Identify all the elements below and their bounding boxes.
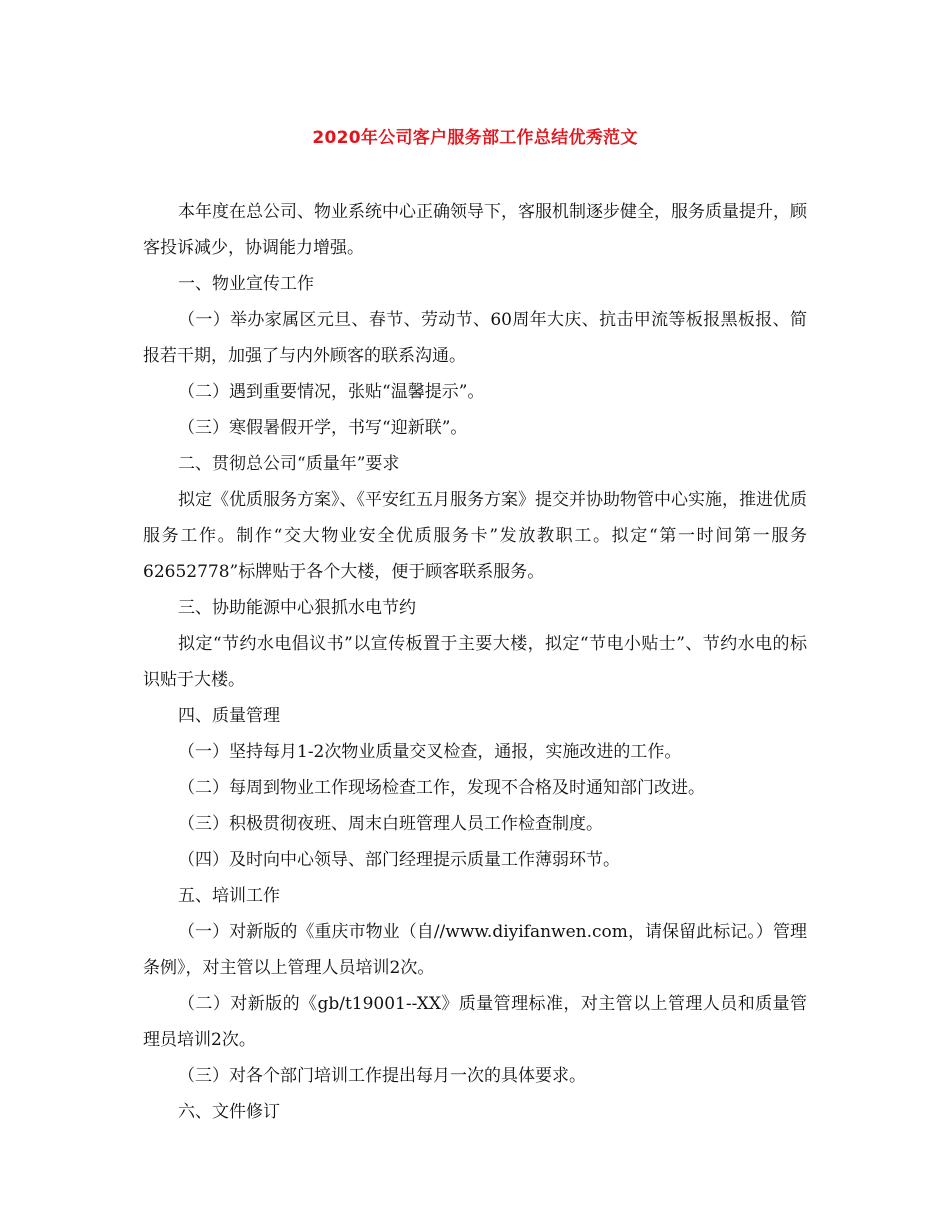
document-title: 2020年公司客户服务部工作总结优秀范文 [312,128,638,148]
list-item-5-1: （一）对新版的《重庆市物业（自//www.diyifanwen.com，请保留此标记。）管理条例》，对主管以上管理人员培训2次。 [143,922,807,978]
list-item-4-1: （一）坚持每月1-2次物业质量交叉检查，通报，实施改进的工作。 [178,742,682,762]
list-item-4-4: （四）及时向中心领导、部门经理提示质量工作薄弱环节。 [178,850,620,870]
list-item-5-2: （二）对新版的《gb/t19001--XX》质量管理标准，对主管以上管理人员和质量管理员培训2次。 [143,994,807,1050]
list-item-1-1: （一）举办家属区元旦、春节、劳动节、60周年大庆、抗击甲流等板报黑板报、简报若干期，加强了与内外顾客的联系沟通。 [143,310,807,366]
list-item-4-3: （三）积极贯彻夜班、周末白班管理人员工作检查制度。 [178,814,603,834]
section-heading-6: 六、文件修订 [178,1102,280,1122]
list-item-5-3: （三）对各个部门培训工作提出每月一次的具体要求。 [178,1066,586,1086]
section-heading-5: 五、培训工作 [178,886,280,906]
document-body [143,194,807,1130]
list-item-1-3: （三）寒假暑假开学，书写“迎新联”。 [178,418,468,438]
section-heading-1: 一、物业宣传工作 [178,274,314,294]
section-heading-2: 二、贯彻总公司“质量年”要求 [178,454,400,474]
section-heading-3: 三、协助能源中心狠抓水电节约 [178,598,416,618]
list-item-4-2: （二）每周到物业工作现场检查工作，发现不合格及时通知部门改进。 [178,778,705,798]
paragraph-intro: 本年度在总公司、物业系统中心正确领导下，客服机制逐步健全，服务质量提升，顾客投诉减少，协调能力增强。 [143,202,807,258]
paragraph-section-3: 拟定“节约水电倡议书”以宣传板置于主要大楼，拟定“节电小贴士”、节约水电的标识贴于大楼。 [143,634,807,690]
list-item-1-2: （二）遇到重要情况，张贴“温馨提示”。 [178,382,485,402]
paragraph-section-2: 拟定《优质服务方案》、《平安红五月服务方案》提交并协助物管中心实施，推进优质服务工作。制作“交大物业安全优质服务卡”发放教职工。拟定“第一时间第一服务 62652778”标牌贴于各个大楼，便于顾客联系服务。 [143,490,807,582]
section-heading-4: 四、质量管理 [178,706,280,726]
